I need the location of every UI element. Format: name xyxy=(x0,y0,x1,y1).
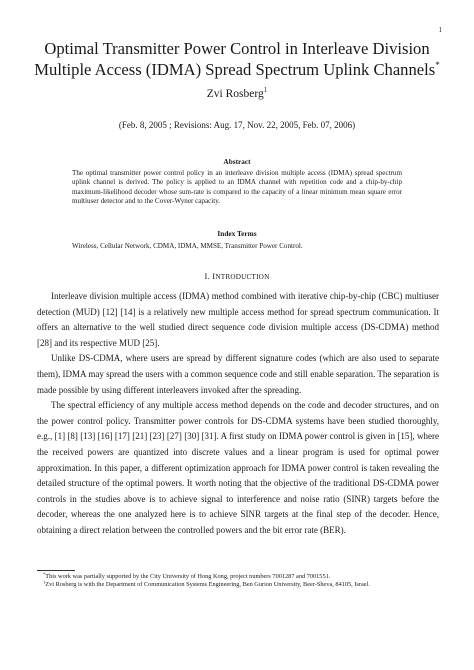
revision-dates: (Feb. 8, 2005 ; Revisions: Aug. 17, Nov. 22, 2005, Feb. 07, 2006) xyxy=(118,120,356,130)
body-text xyxy=(37,289,439,539)
author xyxy=(30,88,444,100)
title-footnote-mark: * xyxy=(435,60,440,70)
title-line-1: Optimal Transmitter Power Control in Interleave Division xyxy=(44,39,430,58)
page-number: 1 xyxy=(438,26,442,34)
index-terms-text: Wireless, Cellular Network, CDMA, IDMA, MMSE, Transmitter Power Control. xyxy=(72,242,303,250)
title-line-2: Multiple Access (IDMA) Spread Spectrum Uplink Channels* xyxy=(34,60,440,79)
author-footnote-mark: 1 xyxy=(263,86,268,94)
paragraph: Interleave division multiple access (IDMA) method combined with iterative chip-by-chip (CBC) multiuser detection (MUD) [12] [14] is a relatively new multiple access method for spread spectrum communication. It offers an alternative to the well studied direct sequence code division multiple access (DS-CDMA) method [28] and its respective MUD [25]. xyxy=(37,291,439,348)
author-name: Zvi Rosberg xyxy=(206,88,264,100)
footnote: $^1$Zvi Rosberg is with the Department of Communication Systems Engineering, Ben Gurion University, Beer-Sheva, 84105, Israel. xyxy=(43,579,370,588)
abstract-text: The optimal transmitter power control policy in an interleave division multiple access (IDMA) spread spectrum uplink channel is derived. The policy is applied to an IDMA channel with repetition code and a chip-by-chip maximum-likelihood decoder whose sum-rate is compared to the capacity of a linear minimum mean square error multiuser detector and to the Cover-Wyner capacity. xyxy=(72,169,402,205)
paragraph: The spectral efficiency of any multiple access method depends on the code and decoder structures, and on the power control policy. Transmitter power controls for DS-CDMA systems have been studied thoroughly, e.g., [1] [8] [13] [16] [17] [21] [23] [27] [30] [31]. A first study on IDMA power control is given in [15], where the received powers are quantized into discrete values and a linear program is used for optimal power approximation. In this paper, a different optimization approach for IDMA power control is taken revealing the detailed structure of the optimal powers. It worth noting that the objective of the traditional DS-CDMA power controls in the studies above is to achieve signal to interference and noise ratio (SINR) targets before the decoder, whereas the one analyzed here is to achieve SINR targets at the final step of the decoder. Hence, obtaining a direct relation between the controlled powers and the bit error rate (BER). xyxy=(37,400,439,535)
section-heading: I. INTRODUCTION xyxy=(204,271,270,281)
index-terms-heading: Index Terms xyxy=(217,229,257,238)
paper-title xyxy=(30,38,444,80)
abstract-heading: Abstract xyxy=(223,157,251,166)
footnote: *This work was partially supported by the City University of Hong Kong, project numbers 7001287 and 7001551. xyxy=(43,571,331,580)
paragraph: Unlike DS-CDMA, where users are spread by different signature codes (which are also used to separate them), IDMA may spread the users with a common sequence code and still enable separation. The separation is made possible by using different interleavers invoked after the spreading. xyxy=(37,353,439,395)
